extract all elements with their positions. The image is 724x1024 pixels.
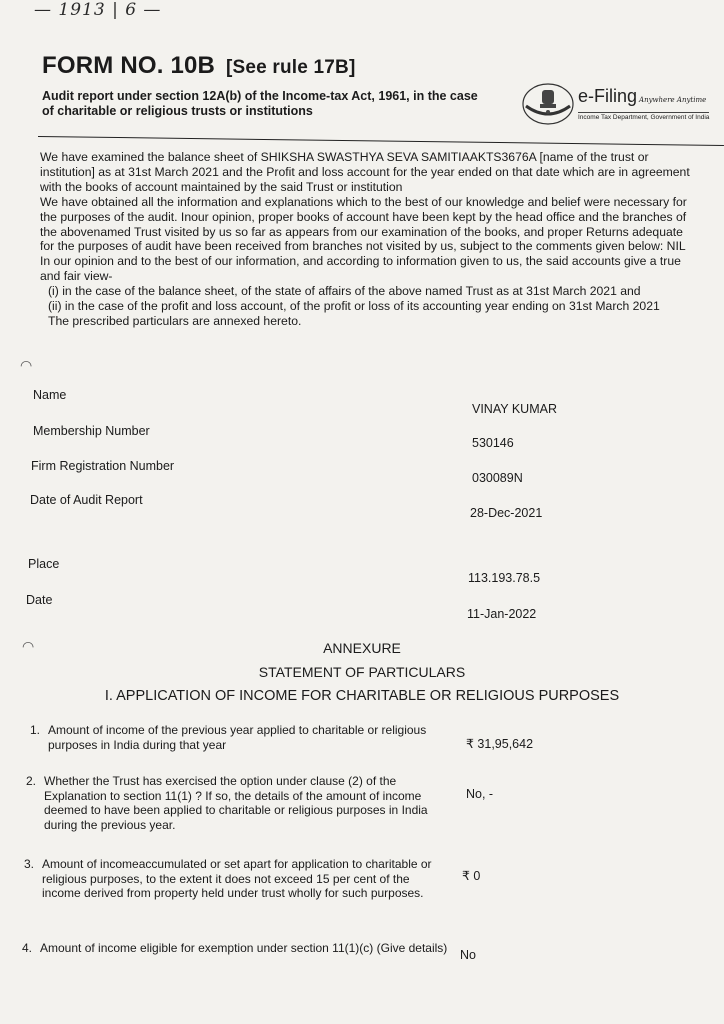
- place-value: 113.193.78.5: [468, 571, 541, 585]
- handwritten-note: — 1913 | 6 —: [34, 0, 162, 20]
- rule-reference: [See rule 17B]: [225, 57, 356, 78]
- header-divider: [38, 136, 724, 146]
- statement-para-4: (i) in the case of the balance sheet, of the state of affairs of the above named Trust as at 31st March 2021 and: [48, 284, 641, 299]
- name-value: VINAY KUMAR: [472, 402, 557, 416]
- item-value: ₹ 31,95,642: [466, 737, 534, 751]
- department-label: Income Tax Department, Government of India: [578, 114, 710, 121]
- statement-para-6: The prescribed particulars are annexed hereto.: [48, 313, 302, 328]
- name-label: Name: [33, 388, 67, 402]
- form-title: [42, 52, 356, 80]
- item-value: No, -: [466, 787, 494, 801]
- place-label: Place: [28, 557, 60, 571]
- annexure-section-title: I. APPLICATION OF INCOME FOR CHARITABLE OR RELIGIOUS PURPOSES: [104, 688, 620, 704]
- statement-para-5: (ii) in the case of the profit and loss account, of the profit or loss of its accounting year ending on 31st March 2021: [48, 299, 660, 314]
- item-text: Amount of income eligible for exemption under section 11(1)(c) (Give details): [40, 941, 448, 955]
- membership-value: 530146: [472, 436, 514, 450]
- form-subtitle: Audit report under section 12A(b) of the Income-tax Act, 1961, in the case of charitable or religious trusts or institutions: [42, 89, 478, 118]
- membership-label: Membership Number: [33, 424, 150, 438]
- item-text: Whether the Trust has exercised the option under clause (2) of the Explanation to section 11(1) ? If so, the details of the amount of income deemed to have been applied to charitable or religious purposes in India during the previous year.: [44, 774, 428, 832]
- annexure-subtitle: STATEMENT OF PARTICULARS: [258, 664, 466, 680]
- firm-registration-label: Firm Registration Number: [31, 459, 175, 473]
- item-number: 3.: [24, 857, 35, 871]
- item-number: 1.: [30, 723, 41, 737]
- efiling-tagline: Anywhere Anytime: [639, 96, 707, 104]
- statement-para-1: We have examined the balance sheet of SHIKSHA SWASTHYA SEVA SAMITIAAKTS3676A [name of the trust or institution] as at 31st March 2021 and the Profit and loss account for the year ended on that date which are in agreement with the books of account maintained by the said Trust or institution: [40, 150, 690, 194]
- date-label: Date: [26, 593, 53, 607]
- scan-mark: ◠: [20, 357, 33, 373]
- item-text: Amount of incomeaccumulated or set apart for application to charitable or religious purposes, to the extent it does not exceed 15 per cent of the income derived from property held under trust wholly for such purposes.: [42, 857, 432, 900]
- statement-para-3: In our opinion and to the best of our information, and according to information given to us, the said accounts give a true and fair view-: [40, 254, 681, 284]
- item-value: ₹ 0: [462, 869, 481, 883]
- efiling-text: e-Filing: [578, 86, 638, 106]
- firm-registration-value: 030089N: [472, 471, 523, 485]
- audit-date-label: Date of Audit Report: [30, 493, 143, 507]
- audit-date-value: 28-Dec-2021: [470, 506, 543, 520]
- statement-para-2: We have obtained all the information and explanations which to the best of our knowledge and belief were necessary for the purposes of the audit. Inour opinion, proper books of account have been kept by the head office and the branches of the abovenamed Trust visited by us so far as appears from our examination of the books, and proper Returns adequate for the purposes of audit have been received from branches not visited by us, subject to the comments given below: NIL: [40, 194, 687, 254]
- efiling-brand: [578, 86, 706, 107]
- annexure-title: ANNEXURE: [323, 640, 401, 656]
- item-value: No: [460, 948, 476, 962]
- efiling-logo: [522, 80, 708, 130]
- item-number: 4.: [22, 941, 33, 955]
- national-emblem-icon: [522, 82, 574, 126]
- date-value: 11-Jan-2022: [467, 607, 537, 621]
- audit-statement: [40, 150, 700, 329]
- scan-mark: ◠: [22, 638, 35, 654]
- form-number: FORM NO. 10B: [42, 52, 216, 79]
- item-text: Amount of income of the previous year applied to charitable or religious purposes in India during that year: [48, 723, 427, 752]
- item-number: 2.: [26, 774, 37, 788]
